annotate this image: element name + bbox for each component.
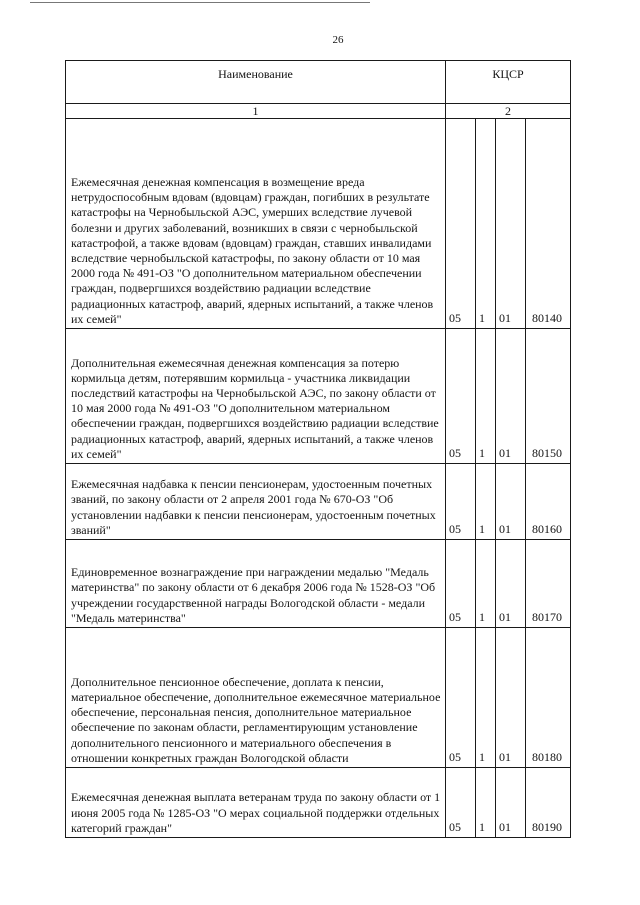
code-item: 80160 [526,464,571,540]
header-name: Наименование [66,61,446,104]
code-item: 80170 [526,540,571,628]
table-row [66,464,571,540]
row-name: Ежемесячная надбавка к пенсии пенсионерам, удостоенным почетных званий, по закону области от 2 апреля 2001 года № 670-ОЗ "Об установлении надбавки к пенсии пенсионерам, удостоенным почетных званий" [66,464,446,540]
row-name: Дополнительная ежемесячная денежная компенсация за потерю кормильца детям, потерявшим кормильца - участника ликвидации последствий катастрофы на Чернобыльской АЭС, по закону области от 10 мая 2000 года № 491-ОЗ "О дополнительном материальном обеспечении граждан, подвергшихся воздействию радиации вследствие радиационных катастроф, аварий, ядерных испытаний, а также членов их семей" [66,329,446,464]
code-subprogram: 01 [496,464,526,540]
code-section: 05 [446,119,476,329]
code-item: 80190 [526,768,571,838]
code-program: 1 [476,119,496,329]
index-name-column: 1 [66,104,446,119]
code-item: 80140 [526,119,571,329]
row-name: Дополнительное пенсионное обеспечение, доплата к пенсии, материальное обеспечение, дополнительное ежемесячное материальное обеспечение, персональная пенсия, дополнительное материальное обеспечение по законам области, регламентирующим установление дополнительного пенсионного и материального обеспечения в отношении конкретных граждан Вологодской области [66,628,446,768]
code-section: 05 [446,329,476,464]
table-row [66,329,571,464]
row-name: Ежемесячная денежная компенсация в возмещение вреда нетрудоспособным вдовам (вдовцам) граждан, погибших в результате катастрофы на Чернобыльской АЭС, умерших вследствие лучевой болезни и других заболеваний, возникших в связи с чернобыльской катастрофой, а также вдовам (вдовцам) граждан, ставших инвалидами вследствие чернобыльской катастрофы, по закону области от 10 мая 2000 года № 491-ОЗ "О дополнительном материальном обеспечении граждан, подвергшихся воздействию радиации вследствие радиационных катастроф, аварий, ядерных испытаний, а также членов их семей" [66,119,446,329]
budget-classification-table [65,60,571,838]
code-item: 80180 [526,628,571,768]
table-index-row [66,104,571,119]
code-program: 1 [476,540,496,628]
code-program: 1 [476,464,496,540]
code-program: 1 [476,628,496,768]
table-header-row [66,61,571,104]
code-subprogram: 01 [496,329,526,464]
row-name: Ежемесячная денежная выплата ветеранам труда по закону области от 1 июня 2005 года № 1285-ОЗ "О мерах социальной поддержки отдельных категорий граждан" [66,768,446,838]
code-section: 05 [446,628,476,768]
table-row [66,628,571,768]
code-subprogram: 01 [496,119,526,329]
header-code: КЦСР [446,61,571,104]
code-subprogram: 01 [496,768,526,838]
table-row [66,540,571,628]
code-program: 1 [476,768,496,838]
code-section: 05 [446,540,476,628]
table-row [66,119,571,329]
code-item: 80150 [526,329,571,464]
code-program: 1 [476,329,496,464]
code-section: 05 [446,464,476,540]
index-code-column: 2 [446,104,571,119]
page-number: 26 [332,34,344,46]
code-subprogram: 01 [496,540,526,628]
code-subprogram: 01 [496,628,526,768]
row-name: Единовременное вознаграждение при награждении медалью "Медаль материнства" по закону области от 6 декабря 2006 года № 1528-ОЗ "Об учреждении государственной награды Вологодской области - медали "Медаль материнства" [66,540,446,628]
top-rule-line [30,2,370,3]
table-row [66,768,571,838]
code-section: 05 [446,768,476,838]
